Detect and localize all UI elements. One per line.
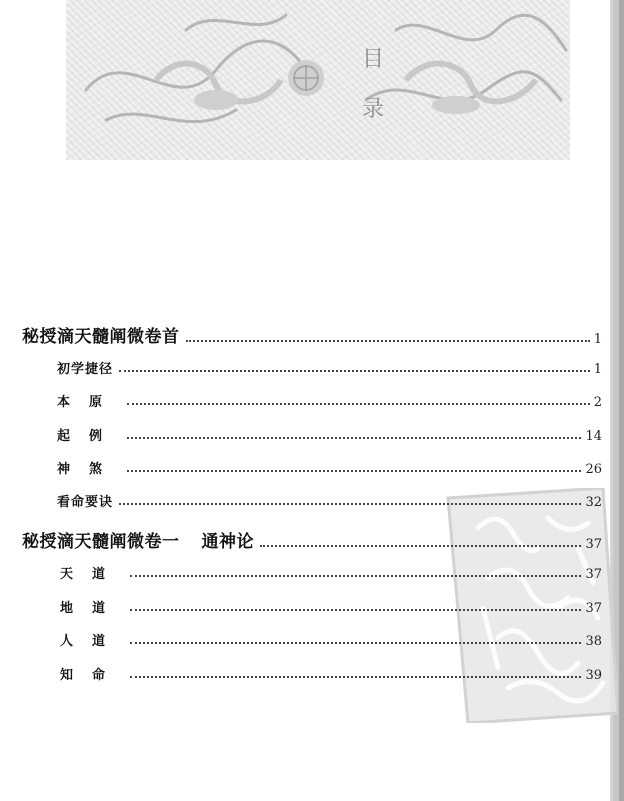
toc-entry-title: 知命 [60, 668, 125, 683]
toc-dot-leader [127, 470, 581, 472]
toc-heading-bottom: 录 [361, 97, 384, 122]
toc-entry-title: 天道 [60, 567, 125, 582]
toc-entry[interactable] [60, 630, 602, 649]
toc-entry-title: 地道 [60, 601, 125, 616]
toc-entry[interactable] [22, 322, 602, 347]
toc-dot-leader [130, 609, 581, 611]
toc-entry[interactable] [60, 563, 602, 582]
toc-entry-title: 初学捷径 [57, 362, 114, 377]
toc-dot-leader [130, 575, 581, 577]
toc-entry[interactable] [57, 491, 602, 510]
toc-dot-leader [127, 403, 590, 405]
toc-entry-page: 37 [585, 537, 602, 552]
toc-entry-page: 1 [593, 362, 602, 377]
toc-entry[interactable] [57, 425, 602, 444]
toc-entry-page: 37 [585, 567, 602, 582]
toc-entry-subtitle: 通神论 [201, 532, 254, 552]
toc-entry[interactable] [60, 664, 602, 683]
toc-entry-title: 看命要诀 [57, 495, 114, 510]
toc-dot-leader [260, 545, 581, 547]
toc-entry-title: 本原 [57, 395, 122, 410]
toc-entry-page: 1 [593, 332, 602, 347]
toc-entry-page: 39 [585, 668, 602, 683]
toc-dot-leader [119, 503, 581, 505]
toc-entry-page: 37 [585, 601, 602, 616]
toc-dot-leader [130, 676, 581, 678]
toc-heading-top: 目 [361, 47, 384, 72]
toc-entry-page: 26 [585, 462, 602, 477]
toc-entry-title: 秘授滴天髓阐微卷一 [22, 532, 180, 552]
toc-entry[interactable] [22, 527, 602, 552]
toc-entry-title: 人道 [60, 634, 125, 649]
toc-entry-title: 秘授滴天髓阐微卷首 [22, 327, 180, 347]
toc-entry-title: 神煞 [57, 462, 122, 477]
toc-dot-leader [127, 437, 581, 439]
toc-entry[interactable] [57, 358, 602, 377]
toc-entry[interactable] [60, 597, 602, 616]
toc-dot-leader [119, 370, 590, 372]
toc-entry-page: 38 [585, 634, 602, 649]
toc-entry[interactable] [57, 458, 602, 477]
toc-dot-leader [130, 642, 581, 644]
toc-entry-page: 32 [585, 495, 602, 510]
toc-dot-leader [186, 340, 590, 342]
toc-entry-page: 2 [593, 395, 602, 410]
toc-entry[interactable] [57, 391, 602, 410]
toc-entry-title: 起例 [57, 429, 122, 444]
toc-entry-page: 14 [585, 429, 602, 444]
